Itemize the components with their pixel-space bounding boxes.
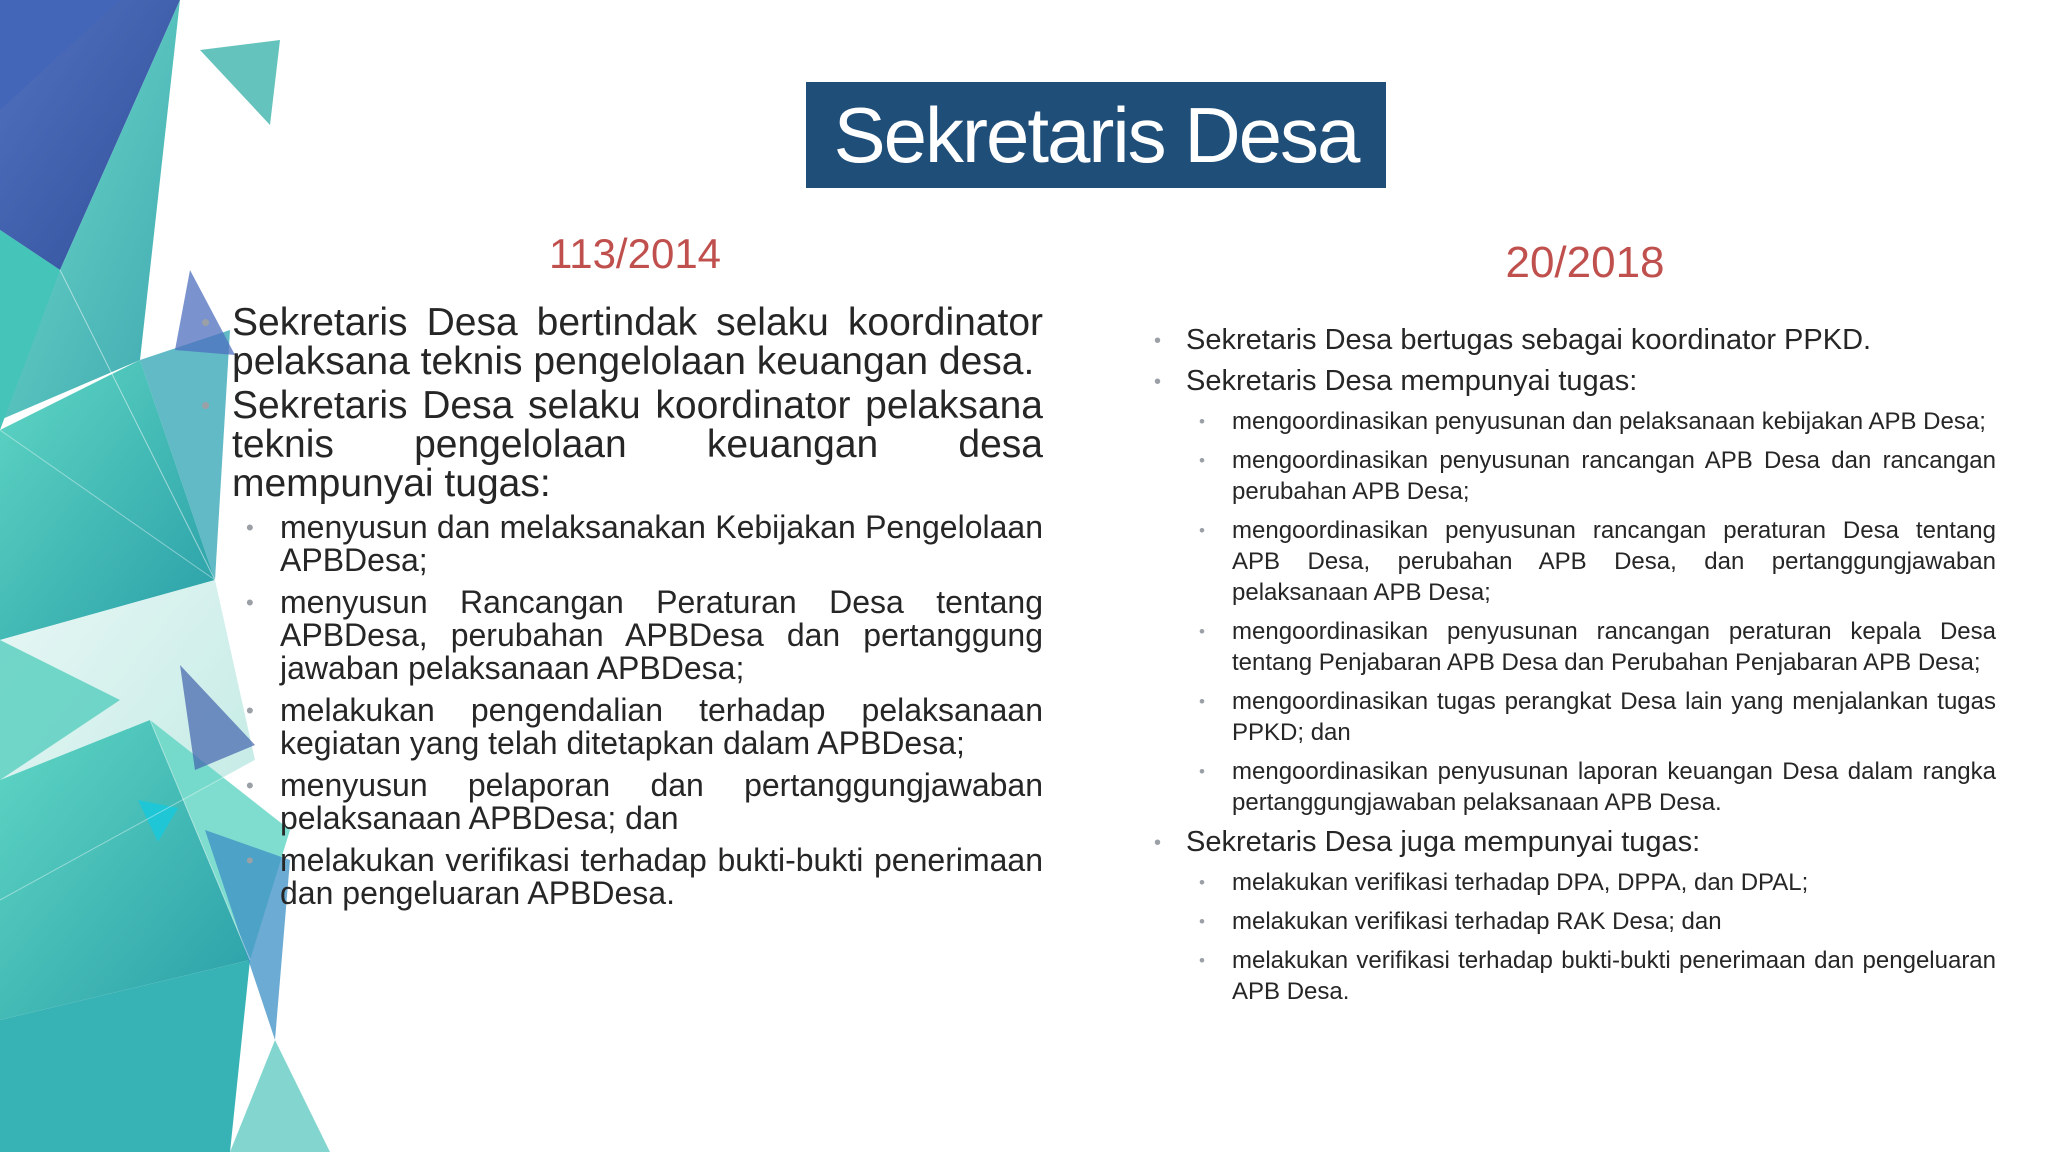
sub-list-item: • menyusun dan melaksanakan Kebijakan Pengelolaan APBDesa; xyxy=(201,511,1043,577)
list-item xyxy=(201,386,1043,910)
left-bullet-list xyxy=(201,303,1043,919)
sub-list-item: • melakukan verifikasi terhadap DPA, DPPA, dan DPAL; xyxy=(1154,867,1996,898)
sub-list-item: • menyusun pelaporan dan pertanggungjawaban pelaksanaan APBDesa; dan xyxy=(201,769,1043,835)
sub-list-item: • melakukan verifikasi terhadap bukti-bukti penerimaan dan pengeluaran APBDesa. xyxy=(201,844,1043,910)
left-column-heading: 113/2014 xyxy=(548,230,722,277)
right-column-heading: 20/2018 xyxy=(1505,238,1665,287)
sub-bullet-list xyxy=(232,511,1043,910)
sub-list-item: • menyusun Rancangan Peraturan Desa tentang APBDesa, perubahan APBDesa dan pertanggung jawaban pelaksanaan APBDesa; xyxy=(201,586,1043,685)
sub-list-item: • mengoordinasikan penyusunan dan pelaksanaan kebijakan APB Desa; xyxy=(1154,406,1996,437)
sub-list-item: • melakukan pengendalian terhadap pelaksanaan kegiatan yang telah ditetapkan dalam APBDesa; xyxy=(201,694,1043,760)
sub-list-item: • mengoordinasikan penyusunan rancangan peraturan kepala Desa tentang Penjabaran APB Desa dan Perubahan Penjabaran APB Desa; xyxy=(1154,616,1996,678)
list-item: • Sekretaris Desa bertindak selaku koordinator pelaksana teknis pengelolaan keuangan desa. xyxy=(201,303,1043,381)
page-title: Sekretaris Desa xyxy=(833,91,1359,179)
right-bullet-list xyxy=(1154,324,1996,1015)
list-item-text: Sekretaris Desa selaku koordinator pelaksana teknis pengelolaan keuangan desa mempunyai tugas: xyxy=(232,384,1043,505)
sub-list-item: • melakukan verifikasi terhadap bukti-bukti penerimaan dan pengeluaran APB Desa. xyxy=(1154,945,1996,1007)
sub-list-item: • mengoordinasikan tugas perangkat Desa lain yang menjalankan tugas PPKD; dan xyxy=(1154,686,1996,748)
list-item: • Sekretaris Desa mempunyai tugas: xyxy=(1154,365,1996,398)
list-item: • Sekretaris Desa bertugas sebagai koordinator PPKD. xyxy=(1154,324,1996,357)
sub-list-item: • mengoordinasikan penyusunan laporan keuangan Desa dalam rangka pertanggungjawaban pelaksanaan APB Desa. xyxy=(1154,756,1996,818)
sub-list-item: • mengoordinasikan penyusunan rancangan APB Desa dan rancangan perubahan APB Desa; xyxy=(1154,445,1996,507)
title-banner xyxy=(806,82,1386,188)
list-item: • Sekretaris Desa juga mempunyai tugas: xyxy=(1154,826,1996,859)
sub-list-item: • melakukan verifikasi terhadap RAK Desa; dan xyxy=(1154,906,1996,937)
sub-list-item: • mengoordinasikan penyusunan rancangan peraturan Desa tentang APB Desa, perubahan APB Desa, dan pertanggungjawaban pelaksanaan APB Desa; xyxy=(1154,515,1996,608)
